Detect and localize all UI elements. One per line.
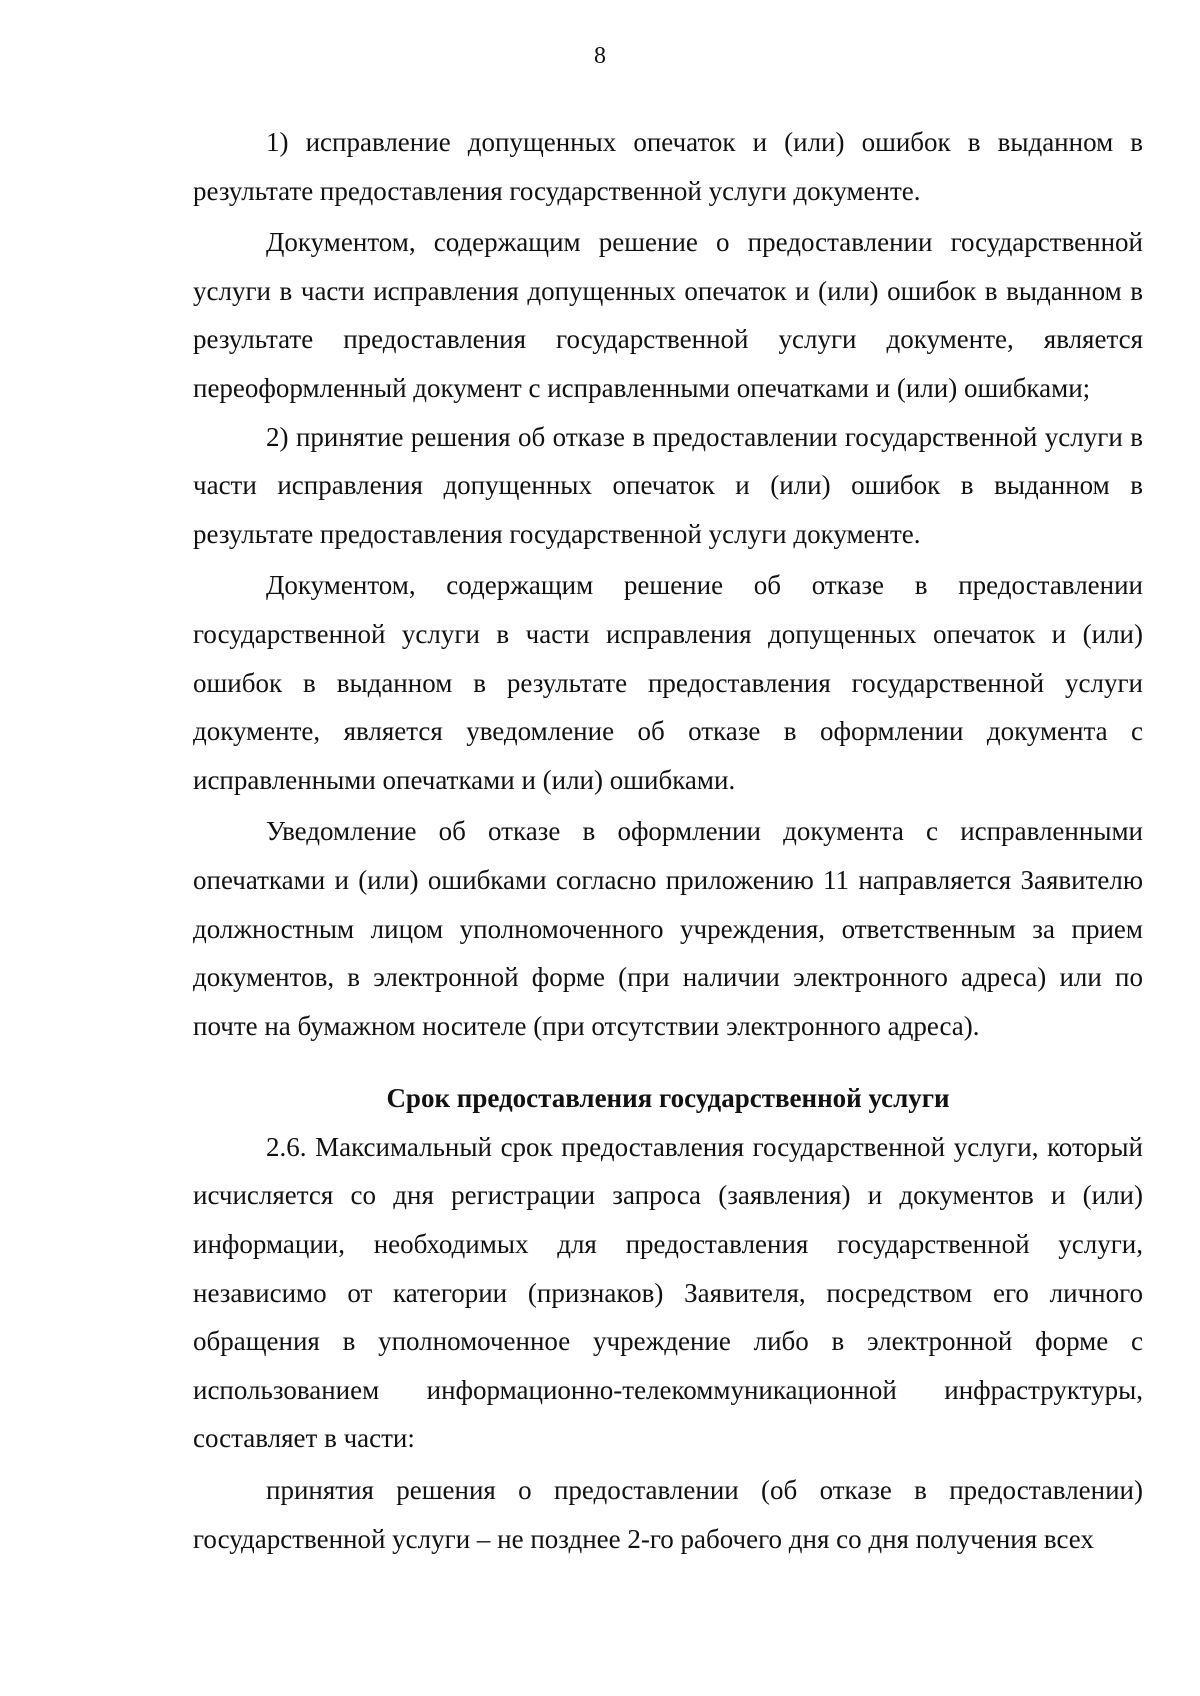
paragraph-decision-term: принятия решения о предоставлении (об отказе в предоставлении) государственной услуги – не позднее 2-го рабочего дня со дня получения всех xyxy=(193,1475,1143,1554)
paragraph-refusal-notice-delivery: Уведомление об отказе в оформлении документа с исправленными опечатками и (или) ошибками согласно приложению 11 направляется Заявителю должностным лицом уполномоченного учреждения, ответственным за прием документов, в электронной форме (при наличии электронного адреса) или по почте на бумажном носителе (при отсутствии электронного адреса). xyxy=(193,816,1143,1041)
paragraph-refusal-result-document: Документом, содержащим решение об отказе в предоставлении государственной услуги в части исправления допущенных опечаток и (или) ошибок в выданном в результате предоставления государственной услуги документе, является уведомление об отказе в оформлении документа с исправленными опечатками и (или) ошибками. xyxy=(193,570,1143,795)
paragraph-correction-result-document: Документом, содержащим решение о предоставлении государственной услуги в части исправления допущенных опечаток и (или) ошибок в выданном в результате предоставления государственной услуги документе, является переоформленный документ с исправленными опечатками и (или) ошибками; xyxy=(193,227,1143,403)
document-body xyxy=(193,118,1143,1563)
paragraph-2-6-max-term: 2.6. Максимальный срок предоставления государственной услуги, который исчисляется со дня регистрации запроса (заявления) и документов и (или) информации, необходимых для предоставления государственной услуги, независимо от категории (признаков) Заявителя, посредством его личного обращения в уполномоченное учреждение либо в электронной форме с использованием информационно-телекоммуникационной инфраструктуры, составляет в части: xyxy=(193,1131,1143,1454)
page-number: 8 xyxy=(594,43,606,69)
paragraph-item-2-refusal: 2) принятие решения об отказе в предоставлении государственной услуги в части исправления допущенных опечаток и (или) ошибок в выданном в результате предоставления государственной услуги документе. xyxy=(193,421,1143,549)
section-heading: Срок предоставления государственной услуги xyxy=(386,1083,950,1114)
paragraph-item-1-correction: 1) исправление допущенных опечаток и (или) ошибок в выданном в результате предоставления государственной услуги документе. xyxy=(193,127,1143,206)
